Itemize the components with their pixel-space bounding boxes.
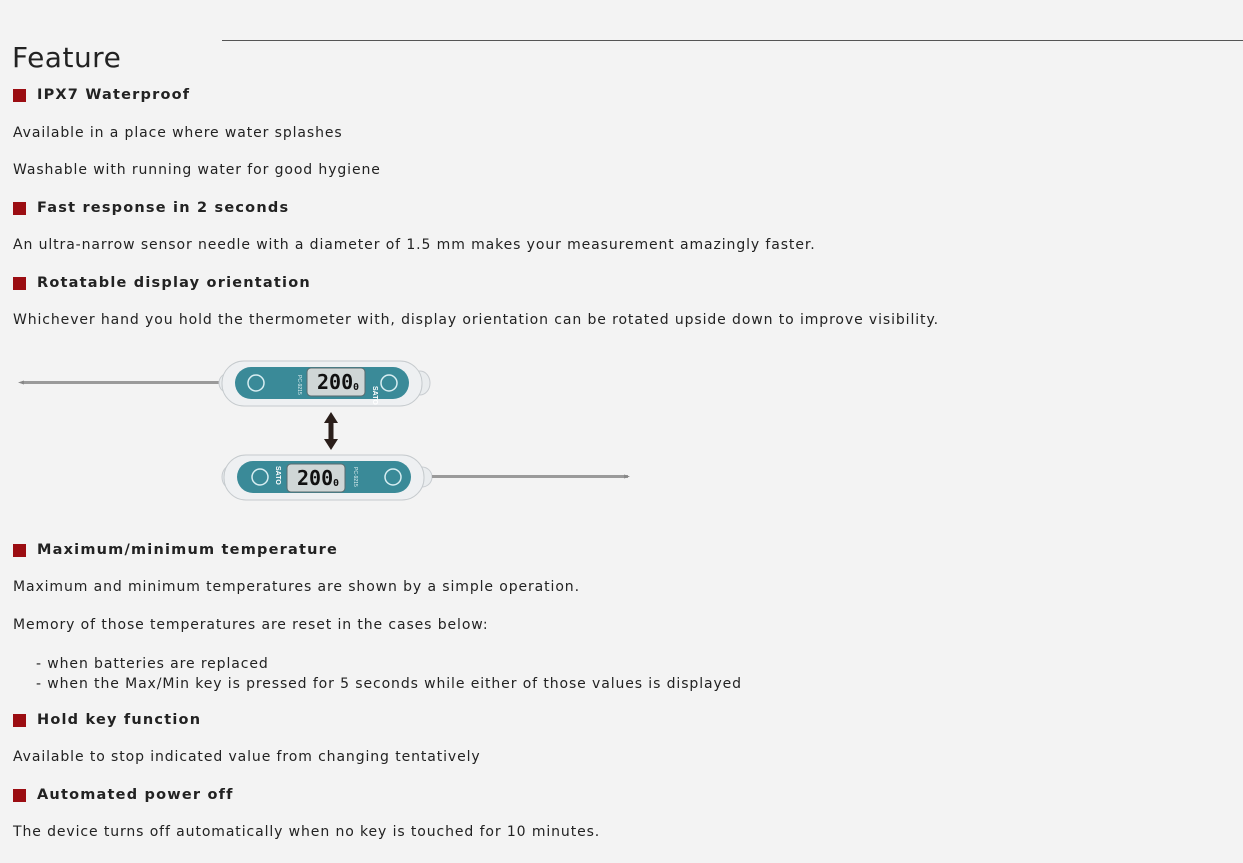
thermometer-bottom	[222, 455, 630, 500]
top-display-decimal: 0	[353, 382, 360, 393]
heading-rotatable-label: Rotatable display orientation	[37, 275, 311, 291]
thermometer-top	[18, 361, 430, 406]
bottom-display-decimal: 0	[333, 478, 340, 489]
top-brand: SATO	[371, 386, 378, 405]
maxmin-line-1: Maximum and minimum temperatures are shown by a simple operation.	[13, 579, 580, 595]
page-title: Feature	[12, 40, 122, 74]
heading-maxmin-label: Maximum/minimum temperature	[37, 542, 338, 558]
bullet-square-icon	[13, 202, 26, 215]
list-item: - when batteries are replaced	[36, 656, 269, 672]
heading-fast-response	[13, 199, 289, 217]
heading-hold-key	[13, 711, 201, 729]
list-item: - when the Max/Min key is pressed for 5 seconds while either of those values is displayed	[36, 676, 742, 692]
rotate-arrow-icon	[324, 412, 338, 450]
bullet-square-icon	[13, 544, 26, 557]
reset-cases-list	[36, 654, 742, 694]
thermometer-rotation-image	[18, 355, 638, 505]
bottom-display-value: 200	[297, 466, 334, 490]
heading-rotatable	[13, 274, 311, 292]
hold-line-1: Available to stop indicated value from changing tentatively	[13, 749, 481, 765]
top-display-value: 200	[317, 370, 354, 394]
waterproof-line-1: Available in a place where water splashes	[13, 125, 343, 141]
poweroff-line-1: The device turns off automatically when no key is touched for 10 minutes.	[13, 824, 601, 840]
heading-waterproof	[13, 86, 190, 104]
bullet-square-icon	[13, 714, 26, 727]
bullet-square-icon	[13, 789, 26, 802]
heading-fast-response-label: Fast response in 2 seconds	[37, 200, 290, 216]
response-line-1: An ultra-narrow sensor needle with a diameter of 1.5 mm makes your measurement amazingly faster.	[13, 237, 816, 253]
maxmin-line-2: Memory of those temperatures are reset in the cases below:	[13, 617, 489, 633]
bullet-square-icon	[13, 277, 26, 290]
heading-hold-key-label: Hold key function	[37, 712, 202, 728]
rotatable-line-1: Whichever hand you hold the thermometer with, display orientation can be rotated upside down to improve visibility.	[13, 312, 939, 328]
bottom-brand: SATO	[274, 466, 281, 485]
heading-maxmin	[13, 541, 338, 559]
heading-power-off	[13, 786, 234, 804]
heading-power-off-label: Automated power off	[37, 787, 234, 803]
top-model: PC-9215	[296, 375, 302, 395]
bottom-model: PC-9215	[352, 467, 358, 487]
bullet-square-icon	[13, 89, 26, 102]
waterproof-line-2: Washable with running water for good hygiene	[13, 162, 381, 178]
heading-waterproof-label: IPX7 Waterproof	[37, 87, 191, 103]
title-divider	[222, 40, 1243, 41]
